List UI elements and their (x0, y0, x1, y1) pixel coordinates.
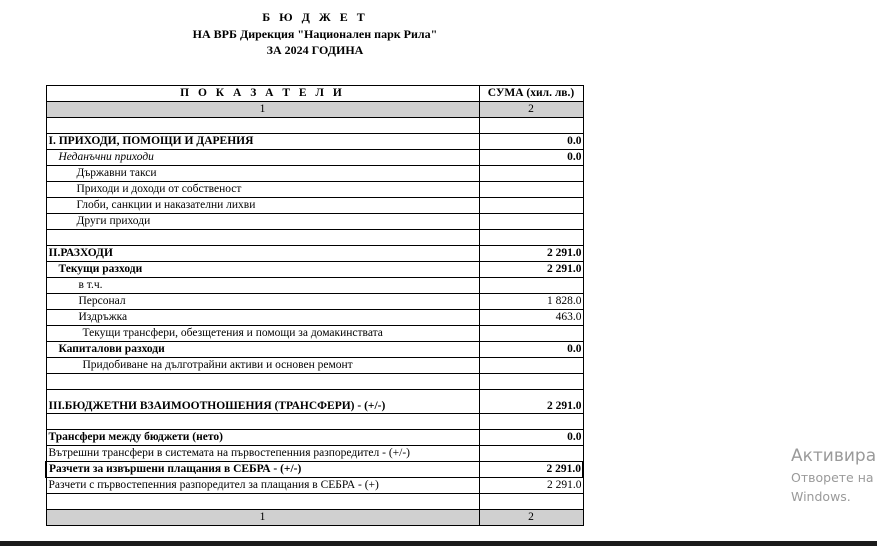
document-title: Б Ю Д Ж Е Т (262, 10, 368, 24)
table-row (46, 294, 583, 310)
table-row (46, 262, 583, 278)
row-amount (479, 198, 583, 214)
row-label: Други приходи (46, 214, 479, 230)
table-row (46, 374, 583, 390)
table-row (46, 478, 583, 494)
row-amount (479, 446, 583, 462)
table-row (46, 150, 583, 166)
column-number-2: 2 (479, 102, 583, 118)
table-row (46, 462, 583, 478)
row-amount: 0.0 (479, 134, 583, 150)
table-row (46, 230, 583, 246)
table-row (46, 494, 583, 510)
table-row (46, 390, 583, 414)
row-amount: 0.0 (479, 430, 583, 446)
table-row (46, 310, 583, 326)
document-subtitle: НА ВРБ Дирекция "Национален парк Рила" (192, 27, 438, 41)
row-label: Придобиване на дълготрайни активи и основен ремонт (46, 358, 479, 374)
column-header-amount: СУМА (хил. лв.) (479, 86, 583, 102)
table-row (46, 166, 583, 182)
row-label: Капиталови разходи (46, 342, 479, 358)
document-year: ЗА 2024 ГОДИНА (266, 43, 364, 57)
row-label (46, 414, 479, 430)
table-header-row (46, 86, 583, 102)
column-number-1: 1 (46, 102, 479, 118)
row-label: Глоби, санкции и наказателни лихви (46, 198, 479, 214)
row-label (46, 118, 479, 134)
table-row (46, 326, 583, 342)
row-amount: 0.0 (479, 150, 583, 166)
table-row (46, 446, 583, 462)
watermark-line-3: Windows. (791, 489, 851, 504)
watermark-line-2: Отворете на (791, 470, 874, 485)
row-label: Разчети за извършени плащания в СЕБРА - (+/-) (46, 462, 479, 478)
row-amount (479, 374, 583, 390)
column-number-2: 2 (479, 510, 583, 526)
row-amount (479, 358, 583, 374)
budget-table (45, 85, 584, 526)
row-label: Трансфери между бюджети (нето) (46, 430, 479, 446)
table-row (46, 134, 583, 150)
row-label: Приходи и доходи от собственост (46, 182, 479, 198)
taskbar-edge (0, 541, 877, 546)
table-row (46, 118, 583, 134)
row-amount (479, 278, 583, 294)
row-amount (479, 182, 583, 198)
row-label: I. ПРИХОДИ, ПОМОЩИ И ДАРЕНИЯ (46, 134, 479, 150)
table-row (46, 414, 583, 430)
row-amount (479, 230, 583, 246)
table-row (46, 278, 583, 294)
row-amount: 1 828.0 (479, 294, 583, 310)
row-label (46, 374, 479, 390)
row-amount: 0.0 (479, 342, 583, 358)
row-amount (479, 414, 583, 430)
row-amount: 2 291.0 (479, 478, 583, 494)
row-amount (479, 494, 583, 510)
row-amount: 2 291.0 (479, 462, 583, 478)
row-label (46, 494, 479, 510)
column-number-1: 1 (46, 510, 479, 526)
row-label: Държавни такси (46, 166, 479, 182)
row-label: Издръжка (46, 310, 479, 326)
table-row (46, 430, 583, 446)
table-row (46, 198, 583, 214)
row-amount: 2 291.0 (479, 390, 583, 414)
column-number-row (46, 102, 583, 118)
row-amount (479, 326, 583, 342)
row-label: Разчети с първостепенния разпоредител за плащания в СЕБРА - (+) (46, 478, 479, 494)
table-row (46, 246, 583, 262)
row-amount (479, 118, 583, 134)
row-amount (479, 166, 583, 182)
table-row (46, 182, 583, 198)
row-amount: 2 291.0 (479, 246, 583, 262)
row-amount (479, 214, 583, 230)
row-amount: 2 291.0 (479, 262, 583, 278)
column-number-row-bottom (46, 510, 583, 526)
column-header-indicators: П О К А З А Т Е Л И (46, 86, 479, 102)
row-label: Текущи разходи (46, 262, 479, 278)
table-row (46, 358, 583, 374)
table-row (46, 342, 583, 358)
row-label: Текущи трансфери, обезщетения и помощи за домакинствата (46, 326, 479, 342)
windows-activation-watermark (791, 446, 876, 504)
watermark-line-1: Активира (791, 446, 877, 466)
row-label: II.РАЗХОДИ (46, 246, 479, 262)
table-row (46, 214, 583, 230)
row-label: Вътрешни трансфери в системата на първостепенния разпоредител - (+/-) (46, 446, 479, 462)
row-label (46, 230, 479, 246)
row-label: Неданъчни приходи (46, 150, 479, 166)
row-label: в т.ч. (46, 278, 479, 294)
row-label: Персонал (46, 294, 479, 310)
row-amount: 463.0 (479, 310, 583, 326)
row-label: III.БЮДЖЕТНИ ВЗАИМООТНОШЕНИЯ (ТРАНСФЕРИ) - (+/-) (46, 390, 479, 414)
